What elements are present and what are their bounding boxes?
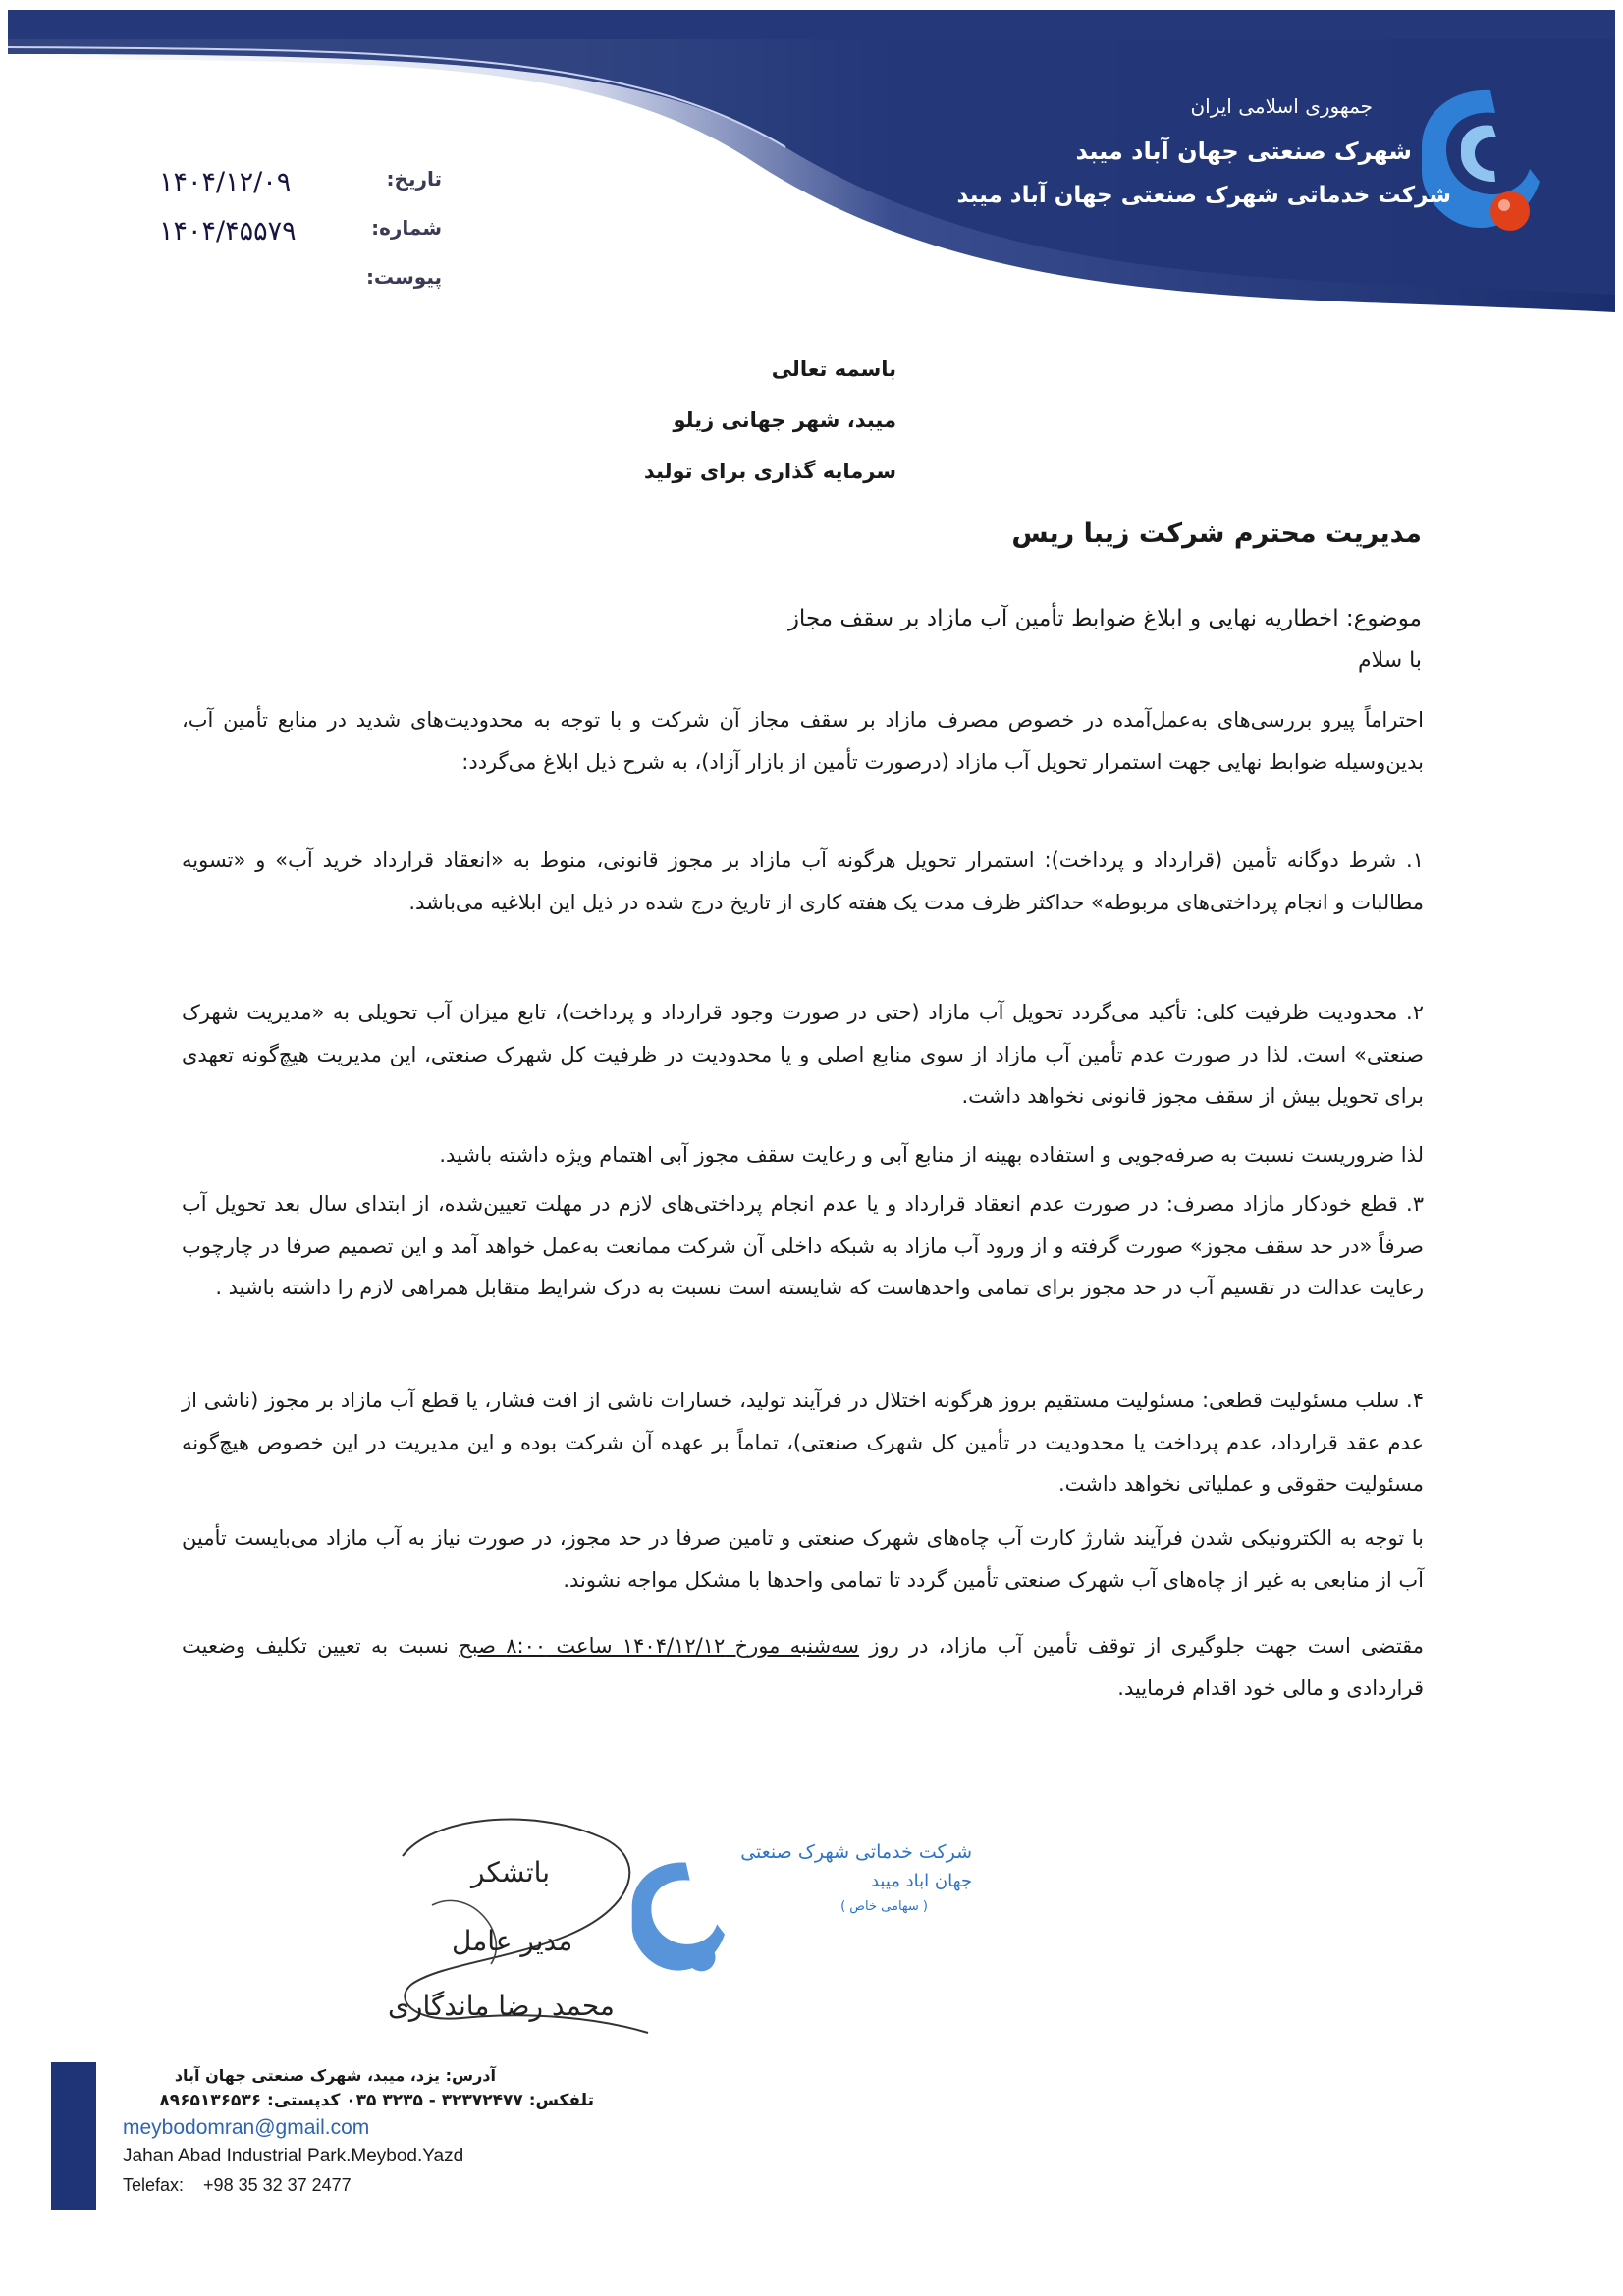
paragraph-intro: احتراماً پیرو بررسی‌های به‌عمل‌آمده در خصوص مصرف مازاد بر سقف مجاز آن شرکت و با توجه به محدودیت‌های شدید در منابع تأمین آب، بدین‌وسیله ضوابط نهایی جهت استمرار تحویل آب مازاد (درصورت تأمین از بازار آزاد)، به شرح ذیل ابلاغ می‌گردد: <box>182 708 1424 774</box>
greeting: با سلام <box>1357 648 1422 673</box>
footer-address: آدرس: یزد، میبد، شهرک صنعتی جهان آباد <box>174 2066 496 2085</box>
paragraph-item-1: ۱. شرط دوگانه تأمین (قرارداد و پرداخت): استمرار تحویل هرگونه آب مازاد بر مجوز قانونی، منوط به «انعقاد قرارداد خرید آب» و «تسویه مطالبات و انجام پرداختی‌های مربوطه» حداکثر ظرف مدت یک هفته کاری از تاریخ درج شده در ذیل این ابلاغیه می‌باشد. <box>182 848 1424 914</box>
stamp-text <box>727 1841 972 1922</box>
stamp-line-2: جهان اباد میبد <box>870 1871 972 1891</box>
heading-line-3: سرمایه گذاری برای تولید <box>643 460 896 483</box>
stamp-line-3: ( سهامی خاص ) <box>840 1899 928 1914</box>
paragraph-item-2: ۲. محدودیت ظرفیت کلی: تأکید می‌گردد تحویل آب مازاد (حتی در صورت وجود قرارداد و پرداخت)، تابع میزان آب تحویلی به «مدیریت شهرک صنعتی» است. لذا در صورت عدم تأمین آب مازاد از سوی منابع اصلی و یا محدودیت در ظرفیت کل شهرک صنعتی، این مدیریت هیچ‌گونه تعهدی برای تحویل بیش از سقف مجوز قانونی نخواهد داشت. <box>182 1001 1424 1108</box>
signature-role: مدیر عامل <box>452 1925 573 1957</box>
letter-heading <box>445 344 896 497</box>
footer-bar <box>51 2062 96 2210</box>
deadline-text-post: نسبت به تعیین تکلیف وضعیت قراردادی و مالی خود اقدام فرمایید. <box>182 1634 1424 1700</box>
stamp-line-1: شرکت خدماتی شهرک صنعتی <box>740 1841 972 1863</box>
date-label: تاریخ: <box>386 167 442 191</box>
park-name: شهرک صنعتی جهان آباد میبد <box>1075 137 1412 165</box>
date-value: ۱۴۰۴/۱۲/۰۹ <box>159 167 292 197</box>
letter-meta <box>147 167 442 314</box>
footer-address-en: Jahan Abad Industrial Park.Meybod.Yazd <box>123 2146 464 2166</box>
paragraph-electronic-charge: با توجه به الکترونیکی شدن فرآیند شارژ کارت آب چاه‌های شهرک صنعتی و تامین صرفا در حد مجوز، در صورت نیاز به آب مازاد می‌بایست تأمین آب از منابعی به غیر از چاه‌های آب شهرک صنعتی تأمین گردد تا تمامی واحدها با مشکل مواجه نشوند. <box>182 1526 1424 1592</box>
footer-phones: تلفکس: ۳۲۳۷۲۴۷۷ - ۳۲۳۵ ۰۳۵ کدپستی: ۸۹۶۵۱۳۶۵۳۶ <box>159 2091 594 2110</box>
country-name: جمهوری اسلامی ایران <box>1190 94 1373 118</box>
basmala: باسمه تعالی <box>771 357 896 381</box>
date-row <box>147 167 442 216</box>
company-stamp <box>609 1841 972 1989</box>
organization-name <box>862 94 1451 208</box>
number-label: شماره: <box>371 216 442 240</box>
attachment-label: پیوست: <box>365 265 442 289</box>
paragraph-item-3: ۳. قطع خودکار مازاد مصرف: در صورت عدم انعقاد قرارداد و یا عدم انجام پرداختی‌های لازم در مهلت تعیین‌شده، از ابتدای سال بعد تحویل آب صرفاً «در حد سقف مجوز» صورت گرفته و از ورود آب مازاد به شبکه داخلی آن شرکت ممانعت به‌عمل خواهد آمد و این تصمیم صرفا در چارچوب رعایت عدالت در تقسیم آب در حد مجوز برای تمامی واحدهاست که شایسته است نسبت به درک شرایط متقابل همراهی لازم را داشته باشید . <box>182 1192 1424 1299</box>
signature-name: محمد رضا ماندگاری <box>388 1990 615 2022</box>
footer <box>123 2066 633 2196</box>
signature-thanks: باتشکر <box>471 1856 551 1888</box>
recipient: مدیریت محترم شرکت زیبا ریس <box>1011 519 1422 549</box>
subject: موضوع: اخطاریه نهایی و ابلاغ ضوابط تأمین آب مازاد بر سقف مجاز <box>787 606 1422 631</box>
footer-email[interactable]: meybodomran@gmail.com <box>123 2116 370 2139</box>
paragraph-item-2-note: لذا ضروریست نسبت به صرفه‌جویی و استفاده بهینه از منابع آبی و رعایت سقف مجوز آبی اهتمام ویژه داشته باشید. <box>439 1143 1424 1167</box>
fax-value: +98 35 32 37 2477 <box>203 2175 352 2195</box>
deadline-date: سه‌شنبه مورخ ۱۴۰۴/۱۲/۱۲ ساعت ۸:۰۰ صبح <box>459 1634 860 1658</box>
company-name: شرکت خدماتی شهرک صنعتی جهان آباد میبد <box>956 183 1451 208</box>
paragraph-deadline <box>182 1625 1424 1709</box>
stamp-logo-icon <box>617 1851 725 1979</box>
attachment-row <box>147 265 442 314</box>
deadline-text-pre: مقتضی است جهت جلوگیری از توقف تأمین آب مازاد، در روز <box>859 1634 1425 1658</box>
number-row <box>147 216 442 265</box>
fax-label: Telefax: <box>123 2175 185 2195</box>
footer-fax <box>123 2175 633 2196</box>
number-value: ۱۴۰۴/۴۵۵۷۹ <box>159 216 297 246</box>
paragraph-item-4: ۴. سلب مسئولیت قطعی: مسئولیت مستقیم بروز هرگونه اختلال در فرآیند تولید، خسارات ناشی از افت فشار، یا قطع آب مازاد بر مجوز (ناشی از عدم عقد قرارداد، عدم پرداخت یا محدودیت در تأمین کل شهرک صنعتی)، تماماً بر عهده آن شرکت بوده و این مدیریت در این خصوص هیچ‌گونه مسئولیت حقوقی و عملیاتی نخواهد داشت. <box>182 1389 1424 1496</box>
heading-line-2: میبد، شهر جهانی زیلو <box>673 409 896 432</box>
